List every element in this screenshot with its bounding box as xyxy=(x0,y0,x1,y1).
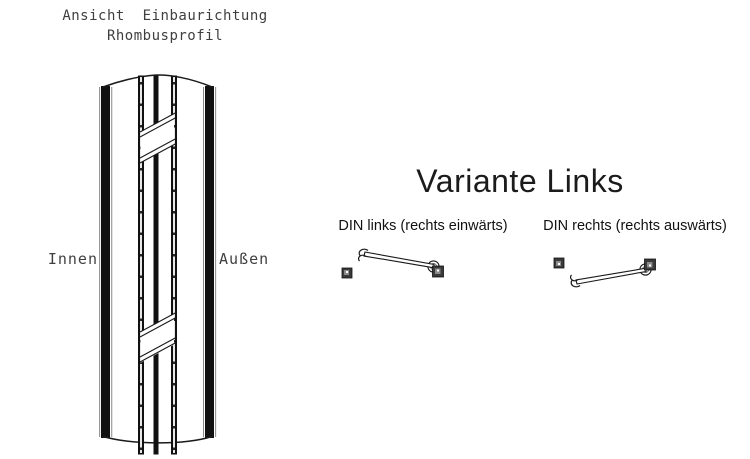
variant-heading: Variante Links xyxy=(416,163,624,199)
title-line-1: Ansicht Einbaurichtung xyxy=(62,8,268,24)
title-line-2: Rhombusprofil xyxy=(106,28,224,44)
label-innen: Innen xyxy=(47,250,98,268)
din-rechts-label: DIN rechts (rechts auswärts) xyxy=(543,218,727,234)
label-aussen: Außen xyxy=(219,250,270,268)
door-handle-left-icon xyxy=(336,240,450,288)
door-handle-right-icon xyxy=(548,248,662,296)
din-links-label: DIN links (rechts einwärts) xyxy=(338,218,508,234)
door-profile-drawing-icon xyxy=(95,62,225,459)
drawing-title xyxy=(20,6,310,46)
